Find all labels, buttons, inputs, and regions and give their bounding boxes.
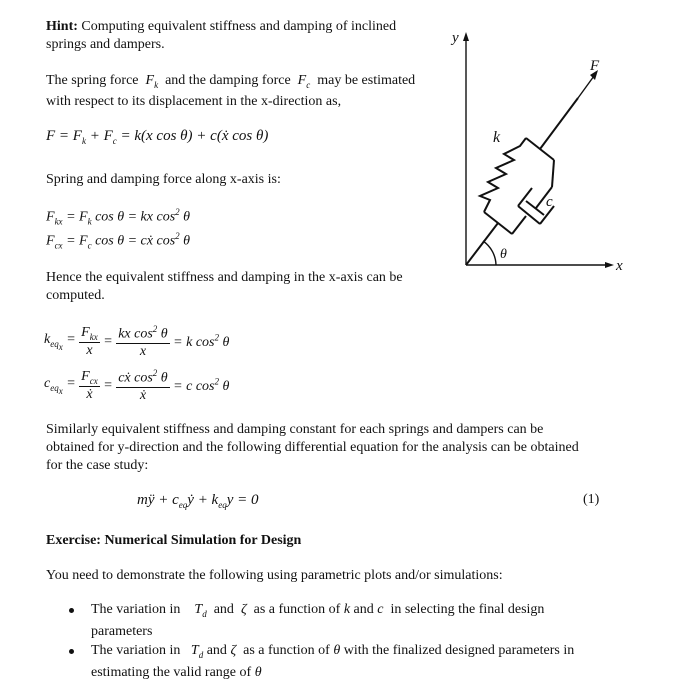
symbol-Td-2: $T_d$ <box>190 643 204 660</box>
hint-line-2: springs and dampers. <box>46 37 165 52</box>
symbol-Fc: $F_c$ <box>294 73 311 90</box>
equation-total-force: $F = F_k + F_c = k(x$ cos θ) + c(ẋ cos θ) <box>46 128 269 146</box>
x-axis-arrow-icon <box>605 262 614 268</box>
bullet-2-text-d: with the finalized designed parameters in <box>343 643 575 658</box>
x-axis-label: x <box>616 258 623 274</box>
bullet-2-line-1 <box>91 643 574 660</box>
damper-upper-link <box>552 160 554 187</box>
force-arrow-shaft <box>578 76 594 98</box>
bullet-2-text-c: as a function of <box>243 643 330 658</box>
para3-line-2: computed. <box>46 288 105 303</box>
bullet-1-text-b: and <box>213 602 234 617</box>
symbol-c: c <box>377 602 384 617</box>
symbol-zeta: ζ <box>240 602 247 617</box>
symbol-Fk: $F_k$ <box>142 73 159 90</box>
angle-label: θ <box>500 247 507 262</box>
bullet-1-text-c: as a function of <box>253 602 341 617</box>
symbol-zeta-2: ζ <box>230 643 237 658</box>
bullet-1-text-e: in selecting the final design <box>390 602 545 617</box>
equation-Fkx: $F_{kx} = F_k$ cos θ = kx $\cos^2 \theta$ <box>46 207 191 227</box>
bullet-1-line-1 <box>91 602 544 619</box>
force-label: F <box>590 58 600 74</box>
bullet-1-text-d: and <box>353 602 374 617</box>
bullet-2-line-2 <box>91 665 262 681</box>
para2: Spring and damping force along x-axis is: <box>46 172 281 187</box>
angle-arc <box>483 241 496 265</box>
bullet-dot-1 <box>69 608 74 613</box>
damper-piston <box>526 201 544 215</box>
symbol-theta: θ <box>333 643 341 658</box>
para1-text-b: and the damping force <box>165 73 291 88</box>
symbol-k: k <box>343 602 351 617</box>
upper-rod <box>540 98 578 149</box>
para4-line-1: Similarly equivalent stiffness and damping constant for each springs and dampers can be <box>46 422 544 437</box>
bullet-2-text-b: and <box>206 643 227 658</box>
hint-line-1 <box>46 19 396 35</box>
exercise-title: Exercise: Numerical Simulation for Design <box>46 533 302 548</box>
para1-line-2: with respect to its displacement in the x-direction as, <box>46 94 342 109</box>
hint-label: Hint: <box>46 19 78 34</box>
lower-bracket <box>484 212 512 234</box>
y-axis-arrow-icon <box>463 32 469 41</box>
symbol-theta-2: θ <box>254 665 262 680</box>
para1-text-c: may be estimated <box>317 73 416 88</box>
damper-label: c <box>546 194 553 210</box>
damper-rod-lower <box>512 216 526 234</box>
bullet-dot-2 <box>69 649 74 654</box>
equation-keq: $k_{eq_x}$ = $\frac{F_{kx}}{x}$ = $\frac{kx \cos^2 \theta}{x}$ = k $\cos^2 \theta$ <box>44 324 230 359</box>
bullet-1-text-a: The variation in <box>91 602 181 617</box>
para4-line-3: for the case study: <box>46 458 149 473</box>
symbol-Td: $T_d$ <box>194 602 207 619</box>
equation-number: (1) <box>583 492 600 507</box>
equation-Fcx: $F_{cx} = F_c$ cos θ = cẋ $\cos^2 \theta$ <box>46 231 191 251</box>
spring-zigzag <box>480 138 526 212</box>
para4-line-2: obtained for y-direction and the following differential equation for the analysis can be obtained <box>46 440 579 455</box>
equation-differential: mÿ + $c_{eq}ẏ + k_{eq}y = 0$ <box>137 492 259 510</box>
hint-text-1: Computing equivalent stiffness and damping of inclined <box>77 19 397 34</box>
para1-text-a: The spring force <box>46 73 139 88</box>
para3-line-1: Hence the equivalent stiffness and damping in the x-axis can be <box>46 270 403 285</box>
exercise-intro: You need to demonstrate the following using parametric plots and/or simulations: <box>46 568 503 583</box>
bullet-1-line-2: parameters <box>91 624 153 639</box>
lower-rod <box>466 223 498 265</box>
spring-damper-diagram <box>440 20 640 275</box>
spring-label: k <box>493 129 501 146</box>
bullet-2-text-a: The variation in <box>91 643 181 658</box>
para1-line-1 <box>46 73 415 90</box>
y-axis-label: y <box>452 30 459 46</box>
equation-ceq: $c_{eq_x}$ = $\frac{F_{cx}}{\text{ẋ}}$ = $\frac{cẋ \cos^2 \theta}{\text{ẋ}}$ = c $\cos^2 \theta$ <box>44 368 230 403</box>
bullet-2-text-e: estimating the valid range of <box>91 665 252 680</box>
